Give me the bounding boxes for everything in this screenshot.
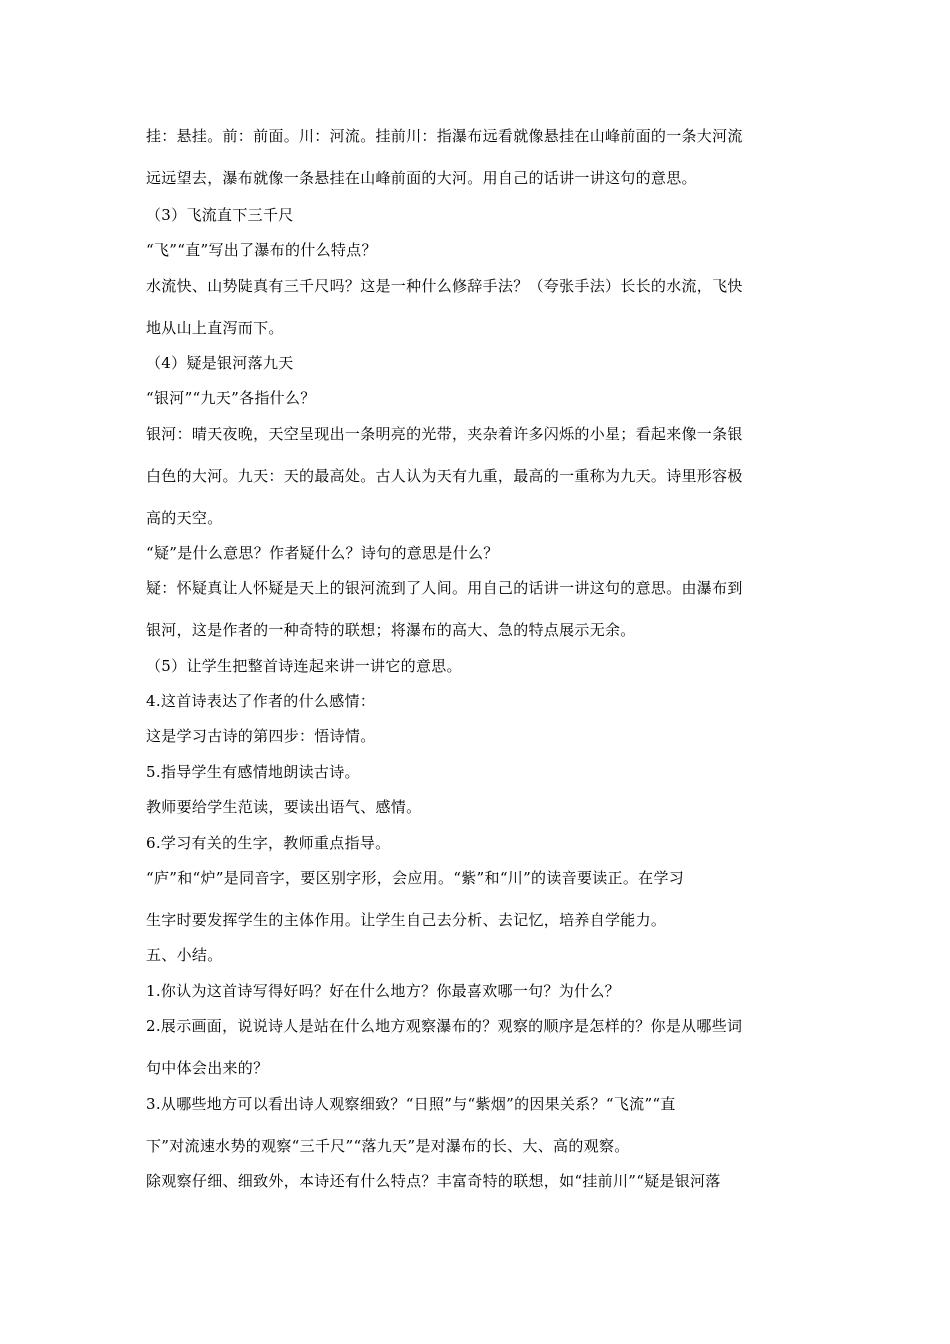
- text-line: 4.这首诗表达了作者的什么感情：: [146, 692, 376, 710]
- text-line: 句中体会出来的？: [146, 1059, 269, 1077]
- text-line: “银河”“九天”各指什么？: [146, 389, 316, 407]
- text-line: “疑”是什么意思？作者疑什么？诗句的意思是什么？: [146, 544, 499, 562]
- text-line: （4）疑是银河落九天: [146, 354, 294, 372]
- text-line: 2.展示画面，说说诗人是站在什么地方观察瀑布的？观察的顺序是怎样的？你是从哪些词: [146, 1017, 743, 1035]
- text-line: 挂：悬挂。前：前面。川：河流。挂前川：指瀑布远看就像悬挂在山峰前面的一条大河流: [146, 127, 743, 145]
- text-line: 白色的大河。九天：天的最高处。古人认为天有九重，最高的一重称为九天。诗里形容极: [146, 467, 743, 485]
- text-line: 高的天空。: [146, 509, 223, 527]
- text-line: 3.从哪些地方可以看出诗人观察细致？“日照”与“紫烟”的因果关系？“飞流”“直: [146, 1095, 676, 1113]
- text-line: 除观察仔细、细致外，本诗还有什么特点？丰富奇特的联想，如“挂前川”“疑是银河落: [146, 1172, 721, 1190]
- text-line: 疑：怀疑真让人怀疑是天上的银河流到了人间。用自己的话讲一讲这句的意思。由瀑布到: [146, 579, 743, 597]
- text-line: 下”对流速水势的观察“三千尺”“落九天”是对瀑布的长、大、高的观察。: [146, 1137, 630, 1155]
- text-line: 生字时要发挥学生的主体作用。让学生自己去分析、去记忆，培养自学能力。: [146, 911, 667, 929]
- text-line: “飞”“直”写出了瀑布的什么特点？: [146, 241, 377, 259]
- text-line: 5.指导学生有感情地朗读古诗。: [146, 763, 360, 781]
- text-line: 水流快、山势陡真有三千尺吗？这是一种什么修辞手法？（夸张手法）长长的水流，飞快: [146, 277, 743, 295]
- text-line: “庐”和“炉”是同音字，要区别字形，会应用。“紫”和“川”的读音要读正。在学习: [146, 869, 685, 887]
- text-line: 银河，这是作者的一种奇特的联想；将瀑布的高大、急的特点展示无余。: [146, 621, 636, 639]
- text-line: 1.你认为这首诗写得好吗？好在什么地方？你最喜欢哪一句？为什么？: [146, 982, 620, 1000]
- text-line: 这是学习古诗的第四步：悟诗情。: [146, 727, 376, 745]
- text-line: 6.学习有关的生字，教师重点指导。: [146, 834, 391, 852]
- text-line: 五、小结。: [146, 946, 223, 964]
- text-line: （3）飞流直下三千尺: [146, 206, 294, 224]
- text-line: 教师要给学生范读，要读出语气、感情。: [146, 798, 422, 816]
- text-line: 远远望去，瀑布就像一条悬挂在山峰前面的大河。用自己的话讲一讲这句的意思。: [146, 169, 697, 187]
- text-line: （5）让学生把整首诗连起来讲一讲它的意思。: [146, 657, 462, 675]
- text-line: 银河：晴天夜晚，天空呈现出一条明亮的光带，夹杂着许多闪烁的小星；看起来像一条银: [146, 425, 743, 443]
- text-line: 地从山上直泻而下。: [146, 319, 284, 337]
